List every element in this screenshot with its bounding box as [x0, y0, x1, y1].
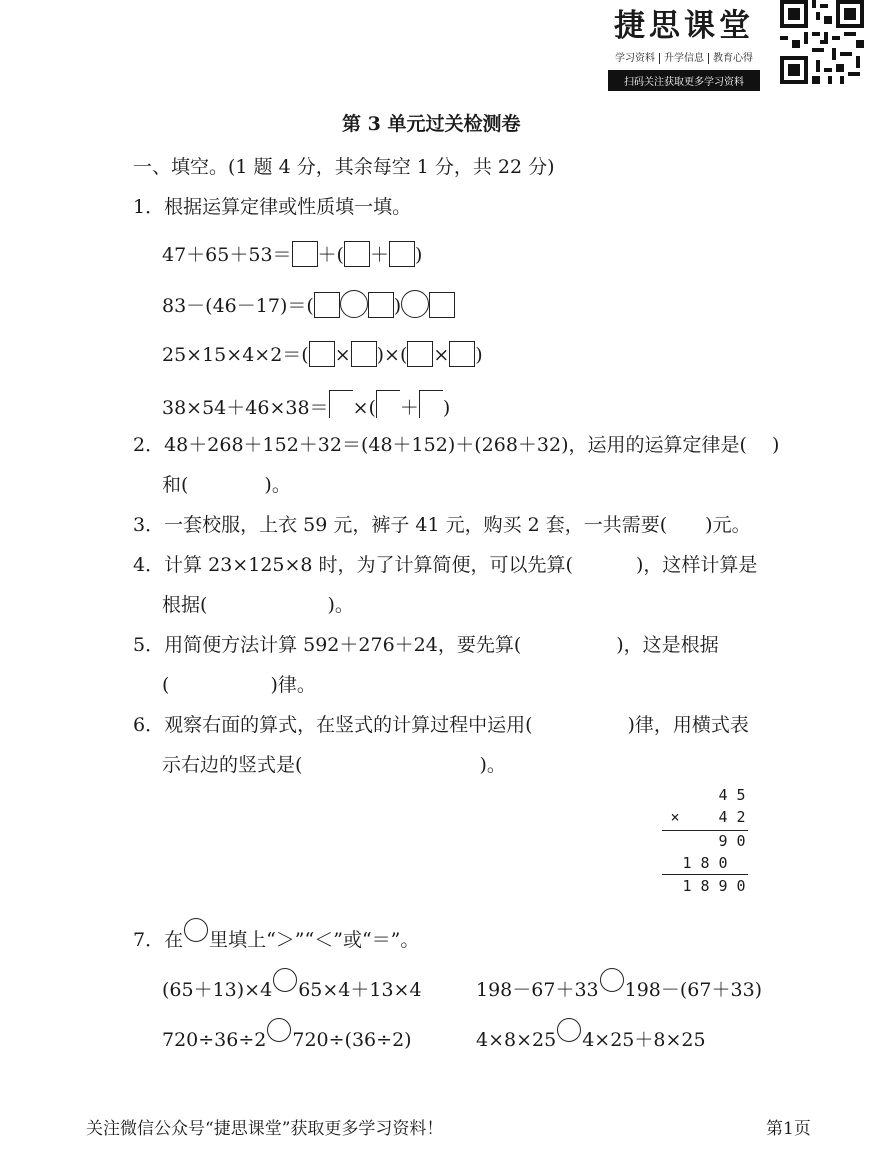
- answer-box[interactable]: [376, 390, 400, 418]
- q1-row-1: 47＋65＋53＝ ＋( ＋ ): [162, 240, 422, 267]
- q1-row-4: 38×54＋46×38＝ ×( ＋ ): [162, 390, 450, 420]
- brand-title: 捷思课堂: [614, 8, 754, 44]
- q7-stem-b: 里填上“＞”“＜”或“＝”。: [209, 929, 420, 951]
- digit: 4: [718, 808, 728, 826]
- q7-c-right: 720÷(36÷2): [292, 1029, 412, 1051]
- question-6-line-1: 6．观察右面的算式，在竖式的计算过程中运用( )律，用横式表: [133, 714, 749, 736]
- q7-stem-a: 7．在: [133, 929, 184, 951]
- digit: 5: [736, 786, 746, 804]
- section-heading: 一、填空。(1 题 4 分，其余每空 1 分，共 22 分): [133, 156, 555, 178]
- answer-box[interactable]: [368, 292, 394, 318]
- answer-box[interactable]: [329, 390, 353, 418]
- brand-bar: 扫码关注获取更多学习资料: [608, 70, 760, 91]
- digit: 0: [736, 832, 746, 850]
- q7-item-b: [476, 968, 762, 1002]
- question-5-line-1: 5．用简便方法计算 592＋276＋24，要先算( )，这是根据: [133, 634, 719, 656]
- q7-b-left: 198－67＋33: [476, 979, 599, 1001]
- compare-circle[interactable]: [557, 1018, 581, 1042]
- brand-tag: 升学信息: [660, 53, 709, 64]
- question-4-line-2: 根据( )。: [162, 594, 354, 616]
- question-3: 3．一套校服，上衣 59 元，裤子 41 元，购买 2 套，一共需要( )元。: [133, 514, 751, 536]
- digit: 8: [700, 877, 710, 895]
- answer-box[interactable]: [407, 341, 433, 367]
- question-2-line-1: 2．48＋268＋152＋32＝(48＋152)＋(268＋32)，运用的运算定律是( ): [133, 434, 780, 456]
- q7-a-right: 65×4＋13×4: [298, 979, 422, 1001]
- brand-tags: [608, 49, 760, 64]
- page-title: 第 3 单元过关检测卷: [342, 113, 521, 135]
- answer-box[interactable]: [292, 241, 318, 267]
- q1-row-2: 83－(46－17)＝( ): [162, 290, 455, 318]
- divider-line: [662, 874, 748, 875]
- q7-d-left: 4×8×25: [476, 1029, 557, 1051]
- answer-circle[interactable]: [340, 290, 368, 318]
- answer-circle[interactable]: [401, 290, 429, 318]
- q7-a-left: (65＋13)×4: [162, 979, 273, 1001]
- brand-logo: [608, 0, 760, 88]
- digit: 2: [736, 808, 746, 826]
- digit: 9: [718, 832, 728, 850]
- answer-box[interactable]: [449, 341, 475, 367]
- digit: 1: [682, 877, 692, 895]
- digit: 1: [682, 854, 692, 872]
- digit: 9: [718, 877, 728, 895]
- compare-circle[interactable]: [273, 968, 297, 992]
- footer-note: 关注微信公众号“捷思课堂”获取更多学习资料！: [86, 1119, 444, 1139]
- q7-item-a: [162, 968, 422, 1002]
- answer-box[interactable]: [389, 241, 415, 267]
- digit: 0: [736, 877, 746, 895]
- q7-b-right: 198－(67＋33): [624, 979, 763, 1001]
- question-2-line-2: 和( )。: [162, 474, 291, 496]
- q7-item-d: [476, 1018, 706, 1052]
- question-1-stem: 1．根据运算定律或性质填一填。: [133, 196, 412, 218]
- q7-item-c: [162, 1018, 412, 1051]
- question-6-line-2: 示右边的竖式是( )。: [162, 754, 506, 776]
- q1-row-2-expression: 83－(46－17)＝(: [162, 295, 314, 317]
- divider-line: [662, 830, 748, 831]
- q1-row-3: 25×15×4×2＝( × )×( × ): [162, 340, 483, 367]
- question-4-line-1: 4．计算 23×125×8 时，为了计算简便，可以先算( )，这样计算是: [133, 554, 758, 576]
- answer-box[interactable]: [429, 292, 455, 318]
- answer-box[interactable]: [344, 241, 370, 267]
- brand-tag: 学习资料: [611, 53, 660, 64]
- brand-tag: 教育心得: [713, 53, 753, 64]
- q7-d-right: 4×25＋8×25: [582, 1029, 706, 1051]
- answer-box[interactable]: [419, 390, 443, 418]
- digit: 4: [718, 786, 728, 804]
- digit: 0: [718, 854, 728, 872]
- question-5-line-2: ( )律。: [162, 674, 316, 696]
- q1-row-1-expression: 47＋65＋53＝: [162, 244, 292, 266]
- circle-icon: [184, 918, 208, 942]
- q7-c-left: 720÷36÷2: [162, 1029, 267, 1051]
- page-number: 第1页: [766, 1119, 811, 1139]
- compare-circle[interactable]: [600, 968, 624, 992]
- compare-circle[interactable]: [267, 1018, 291, 1042]
- multiply-sign: ×: [670, 808, 680, 826]
- answer-box[interactable]: [351, 341, 377, 367]
- q1-row-3-expression: 25×15×4×2＝(: [162, 344, 309, 366]
- answer-box[interactable]: [309, 341, 335, 367]
- question-7-stem: [133, 918, 419, 952]
- digit: 8: [700, 854, 710, 872]
- qr-code-icon: [780, 0, 864, 84]
- q1-row-4-expression: 38×54＋46×38＝: [162, 397, 329, 419]
- answer-box[interactable]: [314, 292, 340, 318]
